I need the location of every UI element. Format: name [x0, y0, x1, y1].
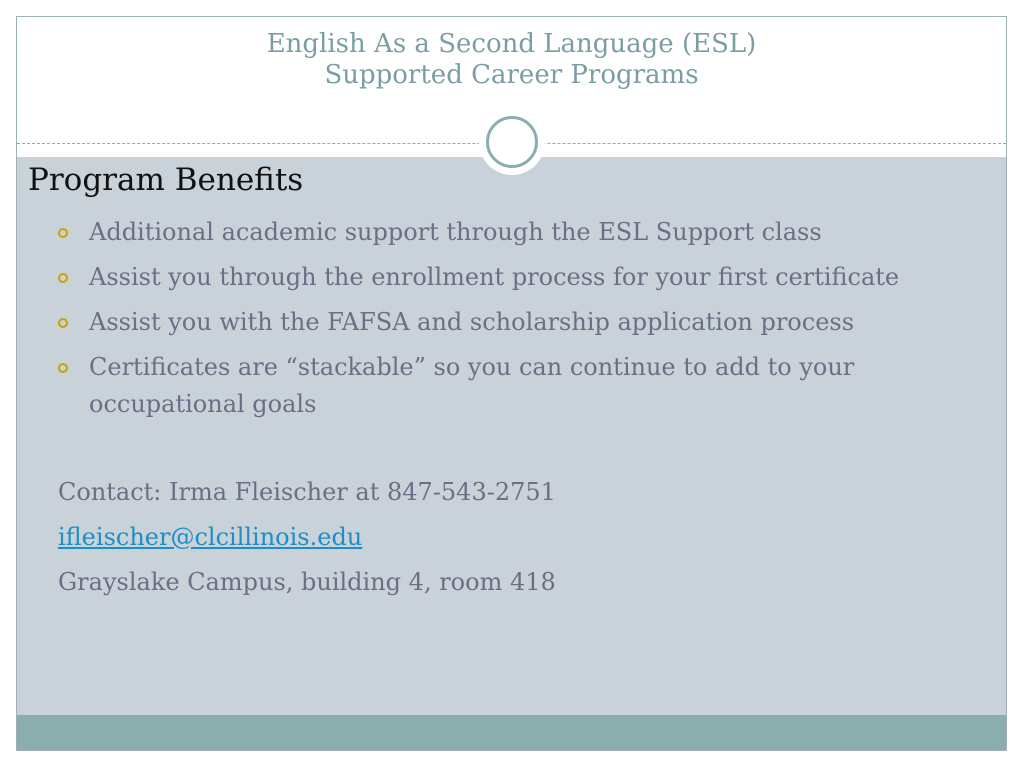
hollow-circle-bullet-icon	[58, 273, 68, 283]
contact-block	[58, 470, 958, 605]
list-item	[58, 214, 970, 251]
section-heading: Program Benefits	[28, 162, 304, 198]
divider-ornament	[479, 109, 545, 175]
circle-ring-icon	[486, 116, 538, 168]
list-item	[58, 349, 970, 423]
list-item	[58, 304, 970, 341]
list-item-text: Assist you through the enrollment process for your first certificate	[89, 263, 900, 291]
list-item	[58, 259, 970, 296]
hollow-circle-bullet-icon	[58, 363, 68, 373]
list-item-text: Certificates are “stackable” so you can continue to add to your occupational goals	[89, 353, 855, 418]
contact-line: Contact: Irma Fleischer at 847-543-2751	[58, 478, 556, 506]
email-link[interactable]: ifleischer@clcillinois.edu	[58, 523, 363, 551]
footer-band	[17, 715, 1006, 750]
location-line: Grayslake Campus, building 4, room 418	[58, 568, 556, 596]
email-row	[58, 515, 958, 560]
title-line-1: English As a Second Language (ESL)	[266, 29, 757, 59]
list-item-text: Assist you with the FAFSA and scholarship application process	[89, 308, 855, 336]
list-item-text: Additional academic support through the ESL Support class	[89, 218, 822, 246]
title-line-2: Supported Career Programs	[324, 60, 699, 90]
hollow-circle-bullet-icon	[58, 228, 68, 238]
hollow-circle-bullet-icon	[58, 318, 68, 328]
benefits-list	[58, 214, 970, 431]
